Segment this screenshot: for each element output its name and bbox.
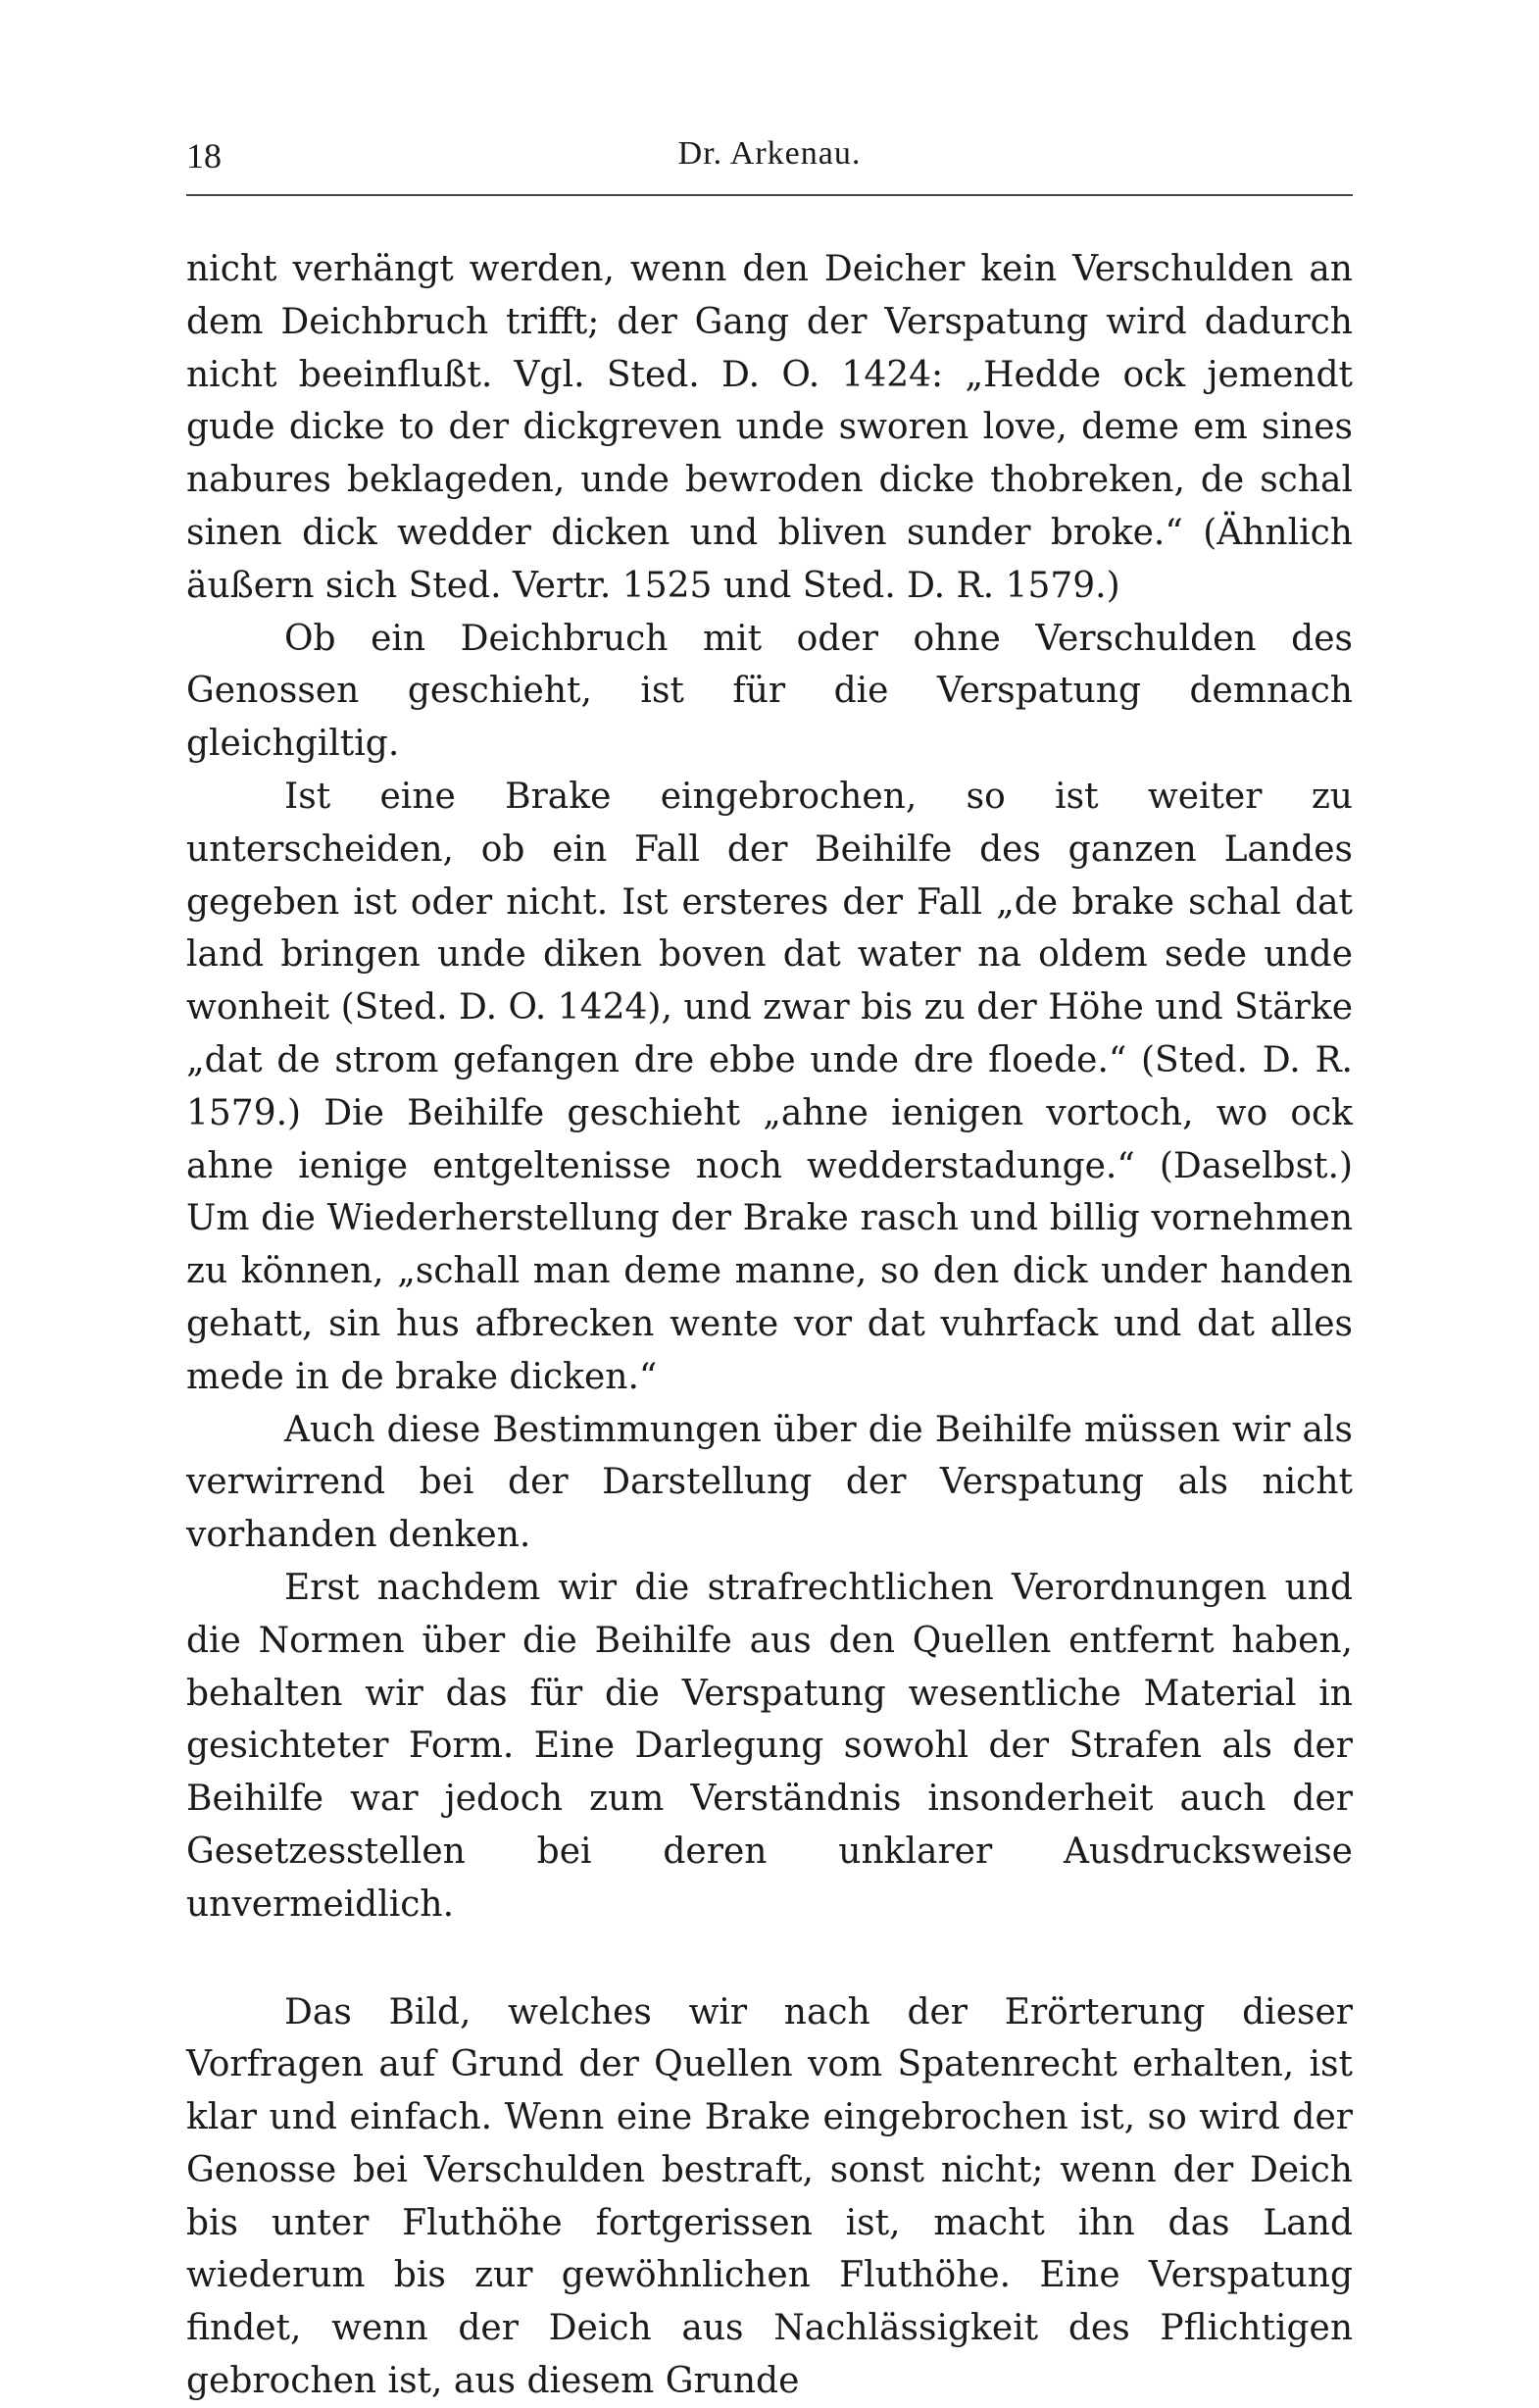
paragraph: Das Bild, welches wir nach der Erörterung dieser Vorfragen auf Grund der Quellen vom Spatenrecht erhalten, ist klar und einfach. Wenn eine Brake eingebrochen ist, so wird der Genosse bei Verschulden bestraft, sonst nicht; wenn der Deich bis unter Fluthöhe fortgerissen ist, macht ihn das Land wiederum bis zur gewöhnlichen Fluthöhe. Eine Verspatung findet, wenn der Deich aus Nachlässigkeit des Pflichtigen gebrochen ist, aus diesem Grunde [186,1991,1353,2402]
paragraph: Erst nachdem wir die strafrechtlichen Verordnungen und die Normen über die Beihilfe aus den Quellen entfernt haben, behalten wir das für die Verspatung wesentliche Material in gesichteter Form. Eine Darlegung sowohl der Strafen als der Beihilfe war jedoch zum Verständnis insonderheit auch der Gesetzesstellen bei deren unklarer Ausdrucksweise unvermeidlich. [186,1567,1353,1925]
body-text [186,243,1353,2408]
paragraph-continuation: nicht verhängt werden, wenn den Deicher kein Verschulden an dem Deichbruch trifft; der Gang der Verspatung wird dadurch nicht beeinflußt. Vgl. Sted. D. O. 1424: „Hedde ock jemendt gude dicke to der dickgreven unde sworen love, deme em sines nabures beklageden, unde bewroden dicke thobreken, de schal sinen dick wedder dicken und bliven sunder broke.“ (Ähnlich äußern sich Sted. Vertr. 1525 und Sted. D. R. 1579.) [186,249,1353,606]
paragraph: Auch diese Bestimmungen über die Beihilfe müssen wir als verwirrend bei der Darstellung der Verspatung als nicht vorhanden denken. [186,1409,1353,1556]
page-number: 18 [186,136,222,176]
running-head [186,135,1353,184]
paragraph: Ob ein Deichbruch mit oder ohne Verschulden des Genossen geschieht, ist für die Verspatung demnach gleichgiltig. [186,618,1353,765]
section-gap [186,1931,1353,1986]
header-rule [186,194,1353,196]
running-title: Dr. Arkenau. [677,135,862,172]
book-page [186,0,1353,2402]
paragraph: Ist eine Brake eingebrochen, so ist weiter zu unterscheiden, ob ein Fall der Beihilfe des ganzen Landes gegeben ist oder nicht. Ist ersteres der Fall „de brake schal dat land bringen unde diken boven dat water na oldem sede unde wonheit (Sted. D. O. 1424), und zwar bis zu der Höhe und Stärke „dat de strom gefangen dre ebbe unde dre floede.“ (Sted. D. R. 1579.) Die Beihilfe geschieht „ahne ienigen vortoch, wo ock ahne ienige entgeltenisse noch wedderstadunge.“ (Daselbst.) Um die Wiederherstellung der Brake rasch und billig vornehmen zu können, „schall man deme manne, so den dick under handen gehatt, sin hus afbrecken wente vor dat vuhrfack und dat alles mede in de brake dicken.“ [186,776,1353,1397]
